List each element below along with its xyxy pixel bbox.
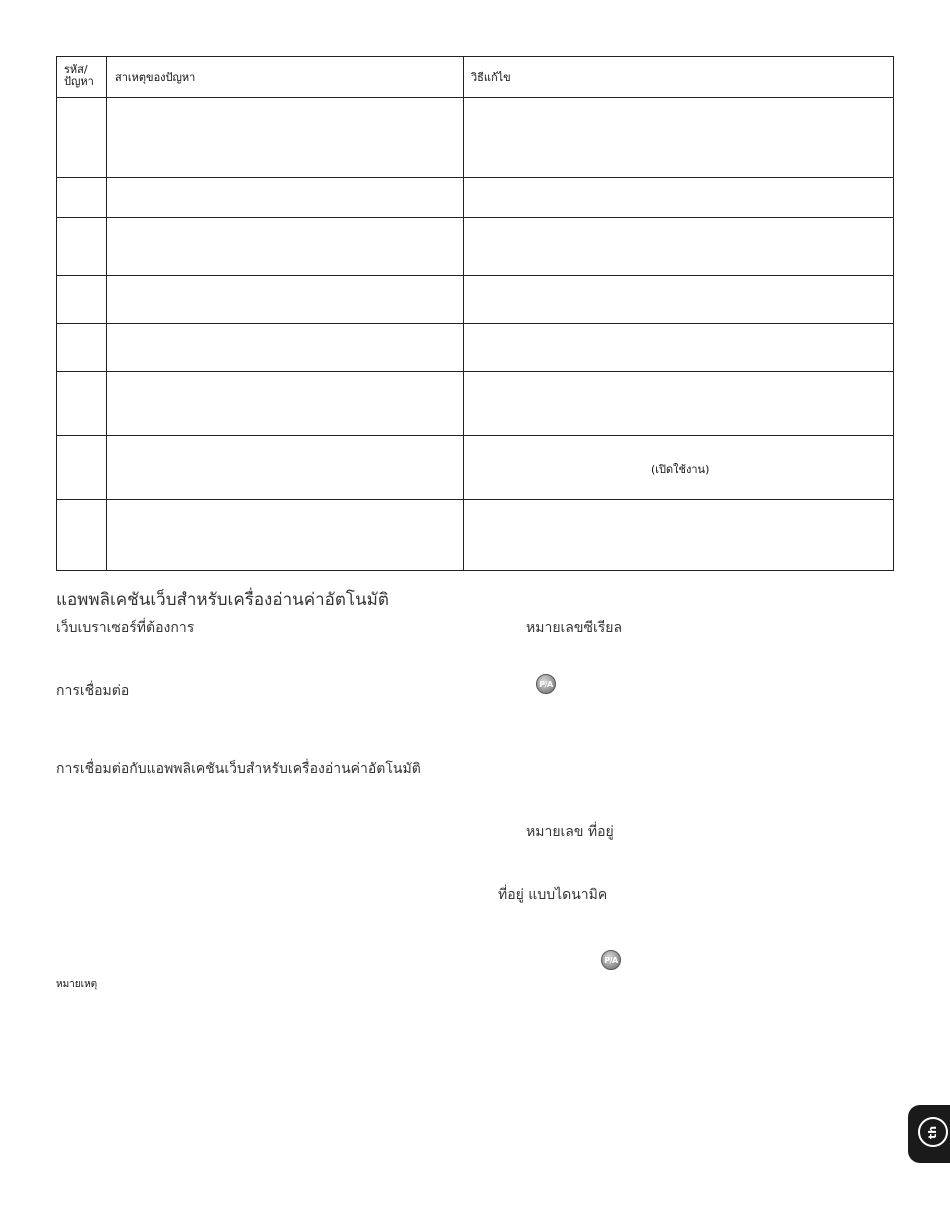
language-code: th bbox=[926, 1125, 940, 1139]
enable-note: (เปิดใช้งาน) bbox=[651, 463, 710, 476]
pa-button-icon bbox=[536, 674, 556, 694]
language-circle-icon bbox=[918, 1117, 948, 1147]
row-divider bbox=[57, 177, 893, 178]
language-tab bbox=[908, 1105, 950, 1163]
row-divider bbox=[57, 371, 893, 372]
header-code-line1: รหัส/ bbox=[64, 63, 88, 76]
header-cause: สาเหตุของปัญหา bbox=[115, 71, 196, 84]
row-divider bbox=[57, 97, 893, 98]
row-divider bbox=[57, 323, 893, 324]
header-solution: วิธีแก้ไข bbox=[471, 71, 511, 84]
column-divider bbox=[463, 57, 464, 570]
row-divider bbox=[57, 435, 893, 436]
ip-number-label: หมายเลข ที่อยู่ bbox=[526, 824, 614, 840]
pa-button-icon-2 bbox=[601, 950, 621, 970]
row-divider bbox=[57, 499, 893, 500]
pa-button-text: P/A bbox=[539, 679, 553, 689]
dynamic-ip-label: ที่อยู่ แบบไดนามิค bbox=[498, 887, 608, 903]
column-divider bbox=[106, 57, 107, 570]
section-title: แอพพลิเคชันเว็บสำหรับเครื่องอ่านค่าอัตโนมัติ bbox=[56, 590, 389, 610]
row-divider bbox=[57, 217, 893, 218]
header-code-line2: ปัญหา bbox=[64, 75, 94, 88]
connect-app-label: การเชื่อมต่อกับแอพพลิเคชันเว็บสำหรับเครื่องอ่านค่าอัตโนมัติ bbox=[56, 761, 421, 777]
connection-label: การเชื่อมต่อ bbox=[56, 683, 130, 699]
troubleshooting-table bbox=[56, 56, 894, 571]
pa-button-text-2: P/A bbox=[604, 955, 618, 965]
row-divider bbox=[57, 275, 893, 276]
note-label: หมายเหตุ bbox=[56, 979, 98, 990]
serial-label: หมายเลขซีเรียล bbox=[526, 620, 623, 636]
browser-label: เว็บเบราเซอร์ที่ต้องการ bbox=[56, 620, 195, 636]
header-code bbox=[64, 64, 94, 88]
